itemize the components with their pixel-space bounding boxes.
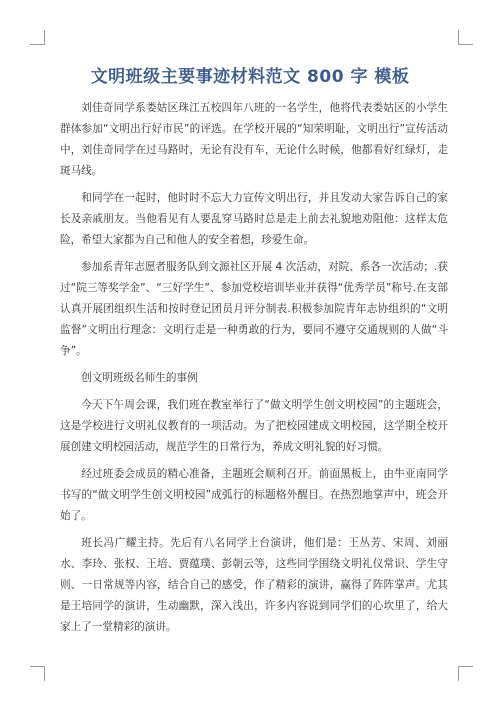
crop-mark-bottom-left: [30, 666, 45, 681]
paragraph-3: 参加系青年志愿者服务队到文源社区开展 4 次活动，对院、系各一次活动；.获过“院三等奖学金”、“三好学生”、参加党校培训毕业并获得“优秀学员”称号.在支部认真开展团组织生活和按时登记团员月评分制表.积极参加院青年志协组织的“文明监督”文明出行理念：文明行走是一种勇敢的行为，要同不遵守交通规则的人做“斗争”。: [60, 261, 448, 357]
paragraph-2: 和同学在一起时，他时时不忘大力宣传文明出行，并且发动大家告诉自己的家长及亲戚朋友。当他看见有人要乱穿马路时总是走上前去礼貌地劝阻他：这样太危险，希望大家都为自己和他人的安全着想，珍爱生命。: [60, 192, 448, 246]
crop-mark-bottom-right: [458, 666, 473, 681]
paragraph-6: 班长冯广耀主持。先后有八名同学上台演讲，他们是：王丛芳、宋周、刘丽水、李玲、张权、王培、贾蕴璞、彭朝云等，这些同学围绕文明礼仪常识、学生守则、一日常规等内容，结合自己的感受，作了精彩的演讲，赢得了阵阵掌声。尤其是王培同学的演讲，生动幽默，深入浅出，许多内容说到同学们的心坎里了，给大家上了一堂精彩的演讲。: [60, 537, 448, 633]
document-title: 文明班级主要事迹材料范文 800 字 模板: [90, 67, 410, 87]
crop-mark-top-left: [30, 30, 45, 45]
paragraph-5: 经过班委会成员的精心准备，主题班会顺利召开。前面黑板上，由牛亚南同学书写的“做文明学生创文明校园”成弧行的标题格外醒目。在热烈地掌声中，班会开始了。: [60, 468, 448, 522]
document-body: [60, 98, 448, 644]
paragraph-1: 刘佳奇同学系娄姑区珠江五校四年八班的一名学生，他将代表娄姑区的小学生群体参加“文明出行好市民”的评选。在学校开展的“知荣明耻，文明出行”宣传活动中，刘佳奇同学在过马路时，无论有没有车，无论什么时候，他都看好红绿灯，走斑马线。: [60, 102, 448, 177]
section-heading: 创文明班级名师生的事例: [81, 372, 198, 384]
paragraph-4: 今天下午周会课，我们班在教室举行了“做文明学生创文明校园”的主题班会，这是学校进行文明礼仪教育的一项活动。为了把校园建成文明校园，这学期全校开展创建文明校园活动，规范学生的日常行为，养成文明礼貌的好习惯。: [60, 399, 448, 453]
crop-mark-top-right: [458, 30, 473, 45]
